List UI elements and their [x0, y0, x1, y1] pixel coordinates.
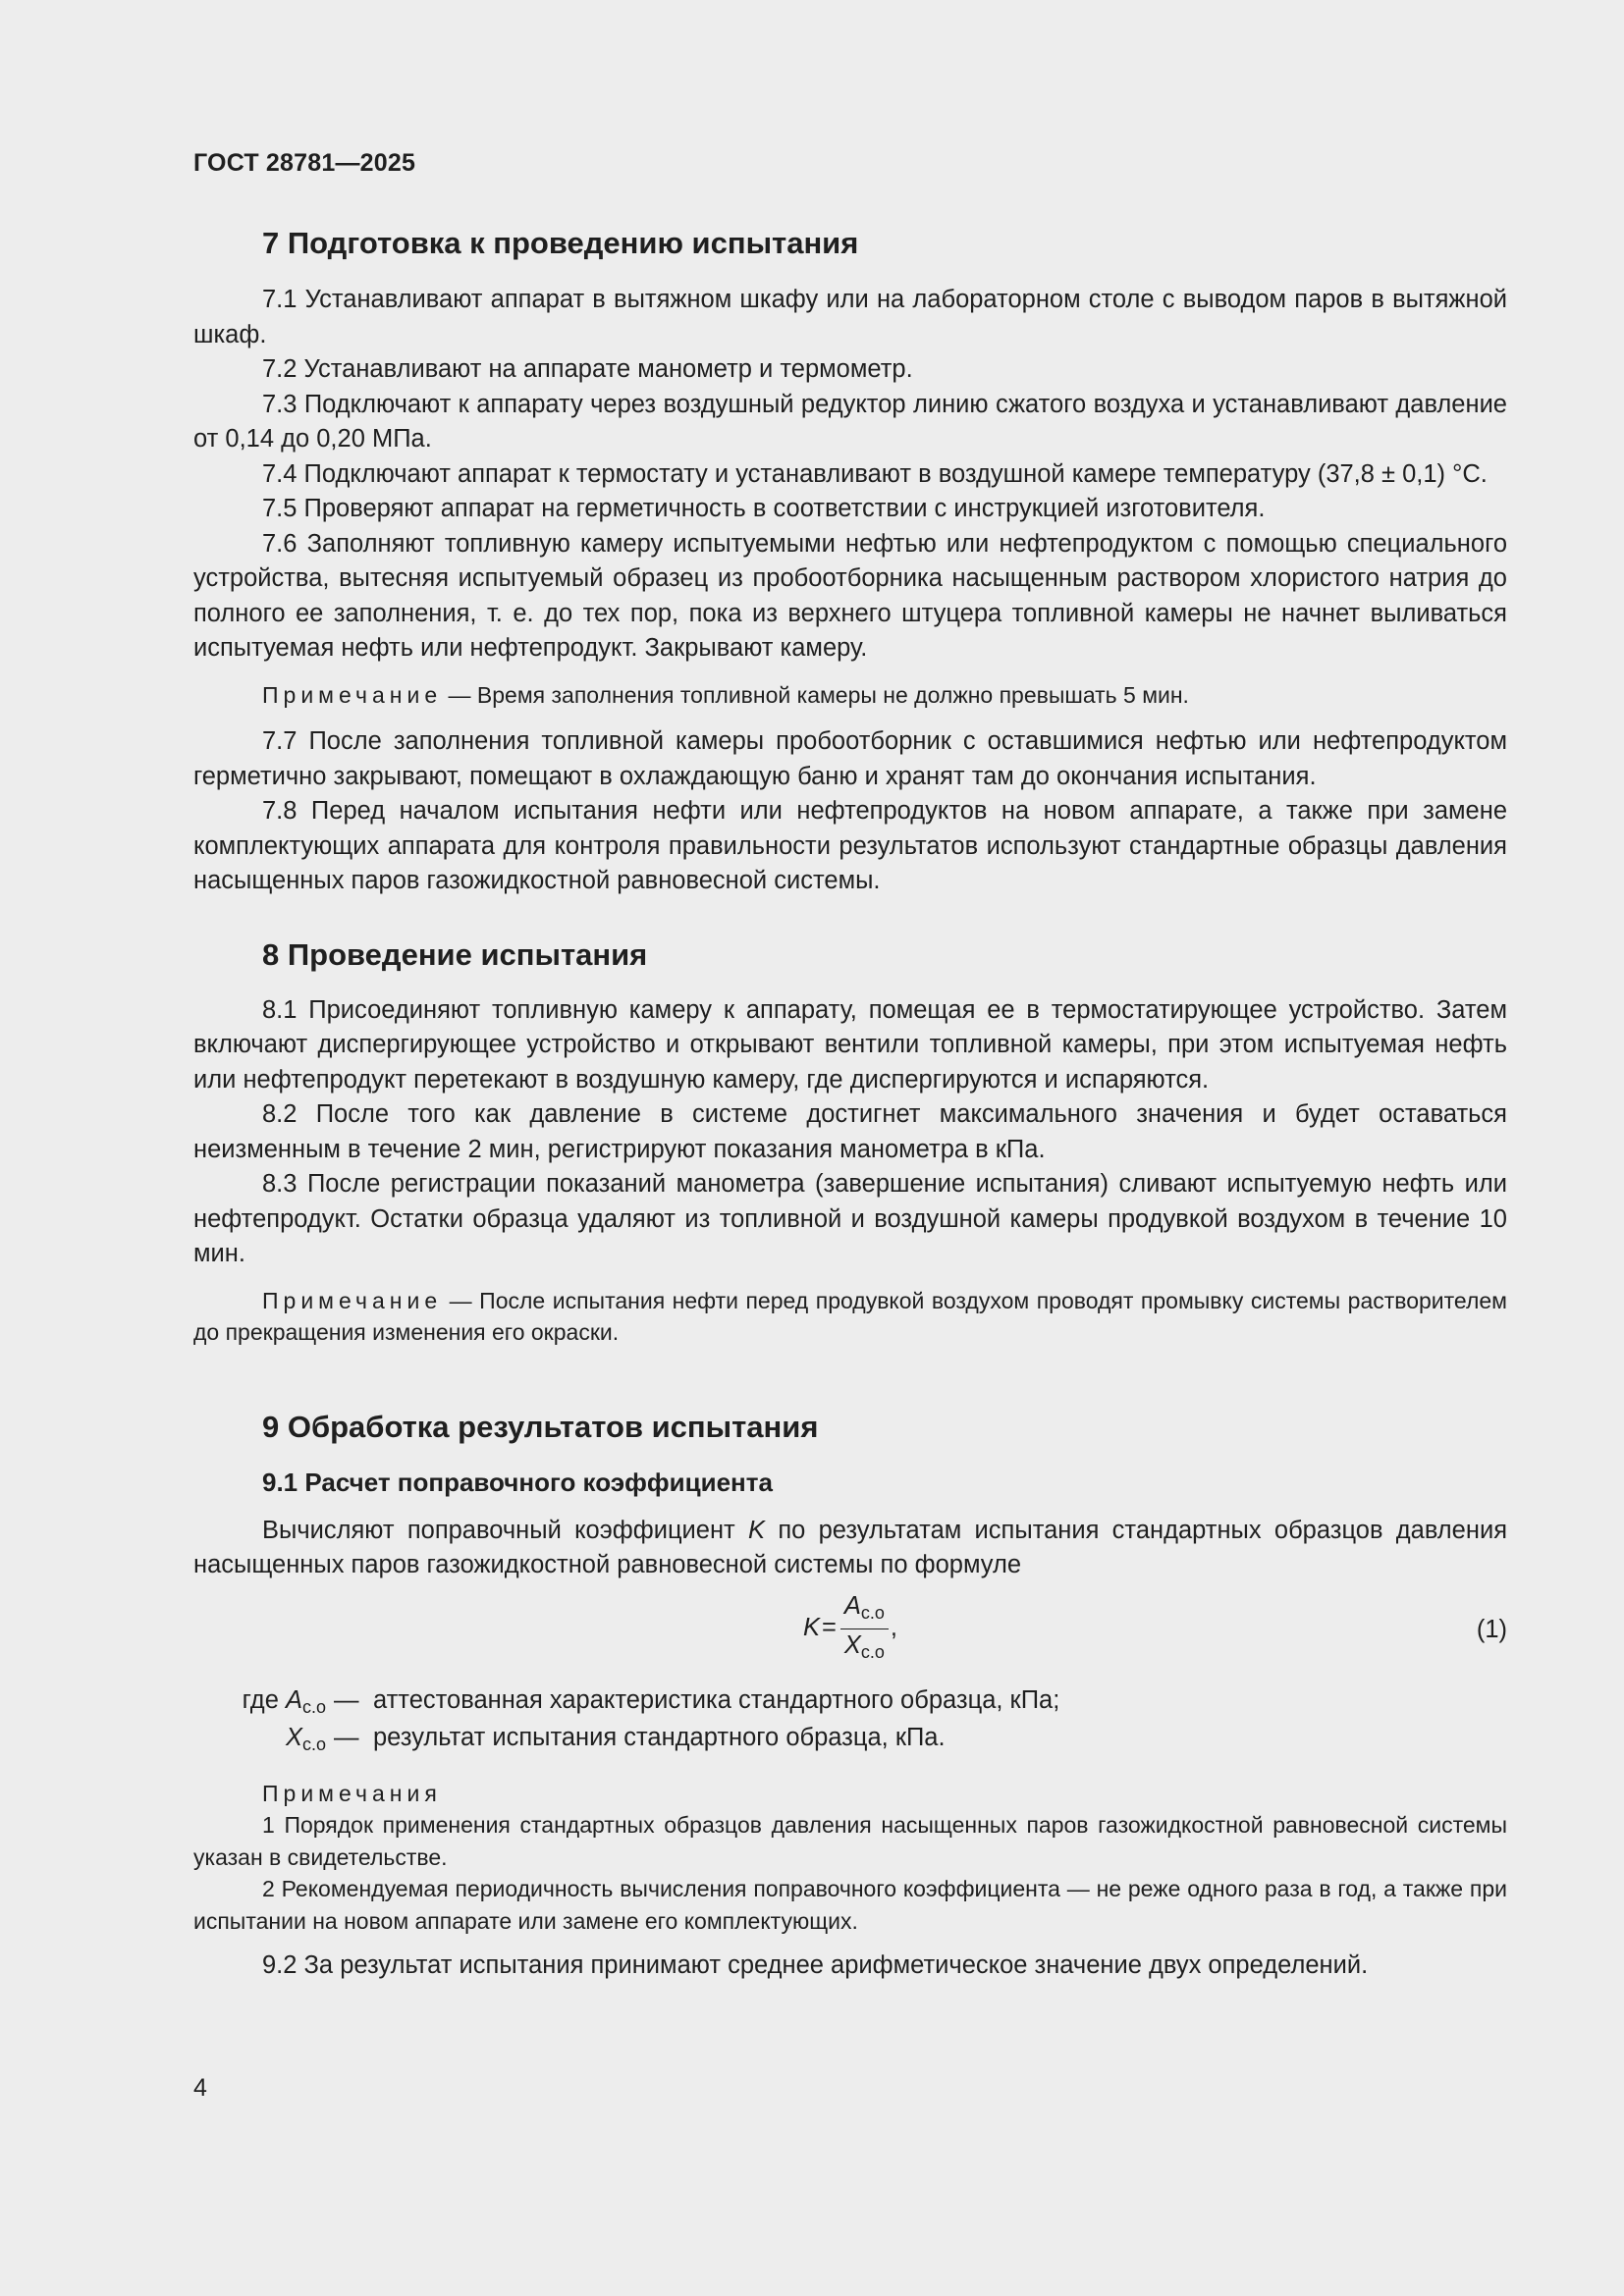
- paragraph-7-2: 7.2 Устанавливают на аппарате манометр и термометр.: [262, 355, 913, 383]
- note-text: — Время заполнения топливной камеры не должно превышать 5 мин.: [442, 681, 1189, 708]
- formula-trailing-comma: ,: [890, 1614, 898, 1642]
- paragraph-7-7: 7.7 После заполнения топливной камеры пробоотборник с оставшимися нефтью или нефтепродуктом герметично закрывают, помещают в охлаждающую баню и хранят там до окончания испытания.: [193, 727, 1507, 790]
- note-7-6: [193, 679, 1507, 712]
- formula-body: [193, 1591, 1507, 1667]
- notes-label: Примечания: [262, 1780, 442, 1806]
- paragraph-7-1: 7.1 Устанавливают аппарат в вытяжном шкафу или на лабораторном столе с выводом паров в вытяжной шкаф.: [193, 286, 1507, 348]
- note-text: — После испытания нефти перед продувкой воздухом проводят промывку системы растворителем до прекращения изменения его окраски.: [193, 1287, 1507, 1345]
- formula-lhs: K: [802, 1614, 820, 1642]
- formula-equals: =: [821, 1614, 837, 1642]
- paragraph-9-2: 9.2 За результат испытания принимают среднее арифметическое значение двух определений.: [262, 1951, 1369, 1979]
- formula-denominator: $X_{с.о}$: [843, 1630, 885, 1662]
- formula-fraction: [840, 1591, 889, 1667]
- note-label: Примечание: [262, 681, 443, 708]
- note-9-2: 2 Рекомендуемая периодичность вычисления поправочного коэффициента — не реже одного раза в год, а также при испытании на новом аппарате или замене его комплектующих.: [193, 1876, 1507, 1934]
- paragraph-7-4: 7.4 Подключают аппарат к термостату и устанавливают в воздушной камере температуру (37,8 ± 0,1) °С.: [262, 459, 1488, 488]
- k-symbol: K: [748, 1516, 766, 1544]
- legend-row-x: $X_{с.о}$ — результат испытания стандартного образца, кПа.: [285, 1723, 946, 1754]
- paragraph-7-3: 7.3 Подключают к аппарату через воздушный редуктор линию сжатого воздуха и устанавливают давление от 0,14 до 0,20 МПа.: [193, 390, 1507, 453]
- note-label: Примечание: [262, 1287, 443, 1313]
- legend-row-a: где $A_{с.о}$ — аттестованная характеристика стандартного образца, кПа;: [242, 1685, 1060, 1717]
- paragraph-8-3: 8.3 После регистрации показаний манометра (завершение испытания) сливают испытуемую нефть или нефтепродукт. Остатки образца удаляют из топливной и воздушной камеры продувкой воздухом в течение 10 мин.: [193, 1170, 1507, 1267]
- formula-legend: [193, 1683, 1507, 1758]
- section-9-title: 9 Обработка результатов испытания: [262, 1409, 819, 1444]
- section-7-title: 7 Подготовка к проведению испытания: [262, 226, 859, 260]
- document-code-header: ГОСТ 28781—2025: [193, 149, 416, 177]
- note-8-3: [193, 1285, 1507, 1349]
- formula-number: (1): [1476, 1615, 1507, 1643]
- page-content: [193, 224, 1507, 1984]
- paragraph-9-1-intro: Вычисляют поправочный коэффициент K по результатам испытания стандартных образцов давления насыщенных паров газожидкостной равновесной системы по формуле: [193, 1516, 1507, 1578]
- note-9-1: 1 Порядок применения стандартных образцов давления насыщенных паров газожидкостной равновесной системы указан в свидетельстве.: [193, 1812, 1507, 1870]
- page-number: 4: [193, 2074, 207, 2102]
- section-8-title: 8 Проведение испытания: [262, 936, 648, 972]
- formula-numerator: $A_{с.о}$: [840, 1591, 889, 1629]
- formula-1: [193, 1591, 1507, 1670]
- paragraph-8-1: 8.1 Присоединяют топливную камеру к аппарату, помещая ее в термостатирующее устройство. Затем включают диспергирующее устройство и открывают вентили топливной камеры, при этом испытуемая нефть или нефтепродукт перетекают в воздушную камеру, где диспергируются и испаряются.: [193, 995, 1507, 1094]
- subsection-9-1-title: 9.1 Расчет поправочного коэффициента: [262, 1467, 773, 1497]
- paragraph-7-5: 7.5 Проверяют аппарат на герметичность в соответствии с инструкцией изготовителя.: [262, 495, 1266, 522]
- paragraph-7-8: 7.8 Перед началом испытания нефти или нефтепродуктов на новом аппарате, а также при замене комплектующих аппарата для контроля правильности результатов используют стандартные образцы давления насыщенных паров газожидкостной равновесной системы.: [193, 797, 1507, 894]
- paragraph-8-2: 8.2 После того как давление в системе достигнет максимального значения и будет оставаться неизменным в течение 2 мин, регистрируют показания манометра в кПа.: [193, 1100, 1507, 1163]
- paragraph-7-6: 7.6 Заполняют топливную камеру испытуемыми нефтью или нефтепродуктом с помощью специального устройства, вытесняя испытуемый образец из пробоотборника насыщенным раствором хлористого натрия до полного ее заполнения, т. е. до тех пор, пока из верхнего штуцера топливной камеры не начнет выливаться испытуемая нефть или нефтепродукт. Закрывают камеру.: [193, 529, 1507, 662]
